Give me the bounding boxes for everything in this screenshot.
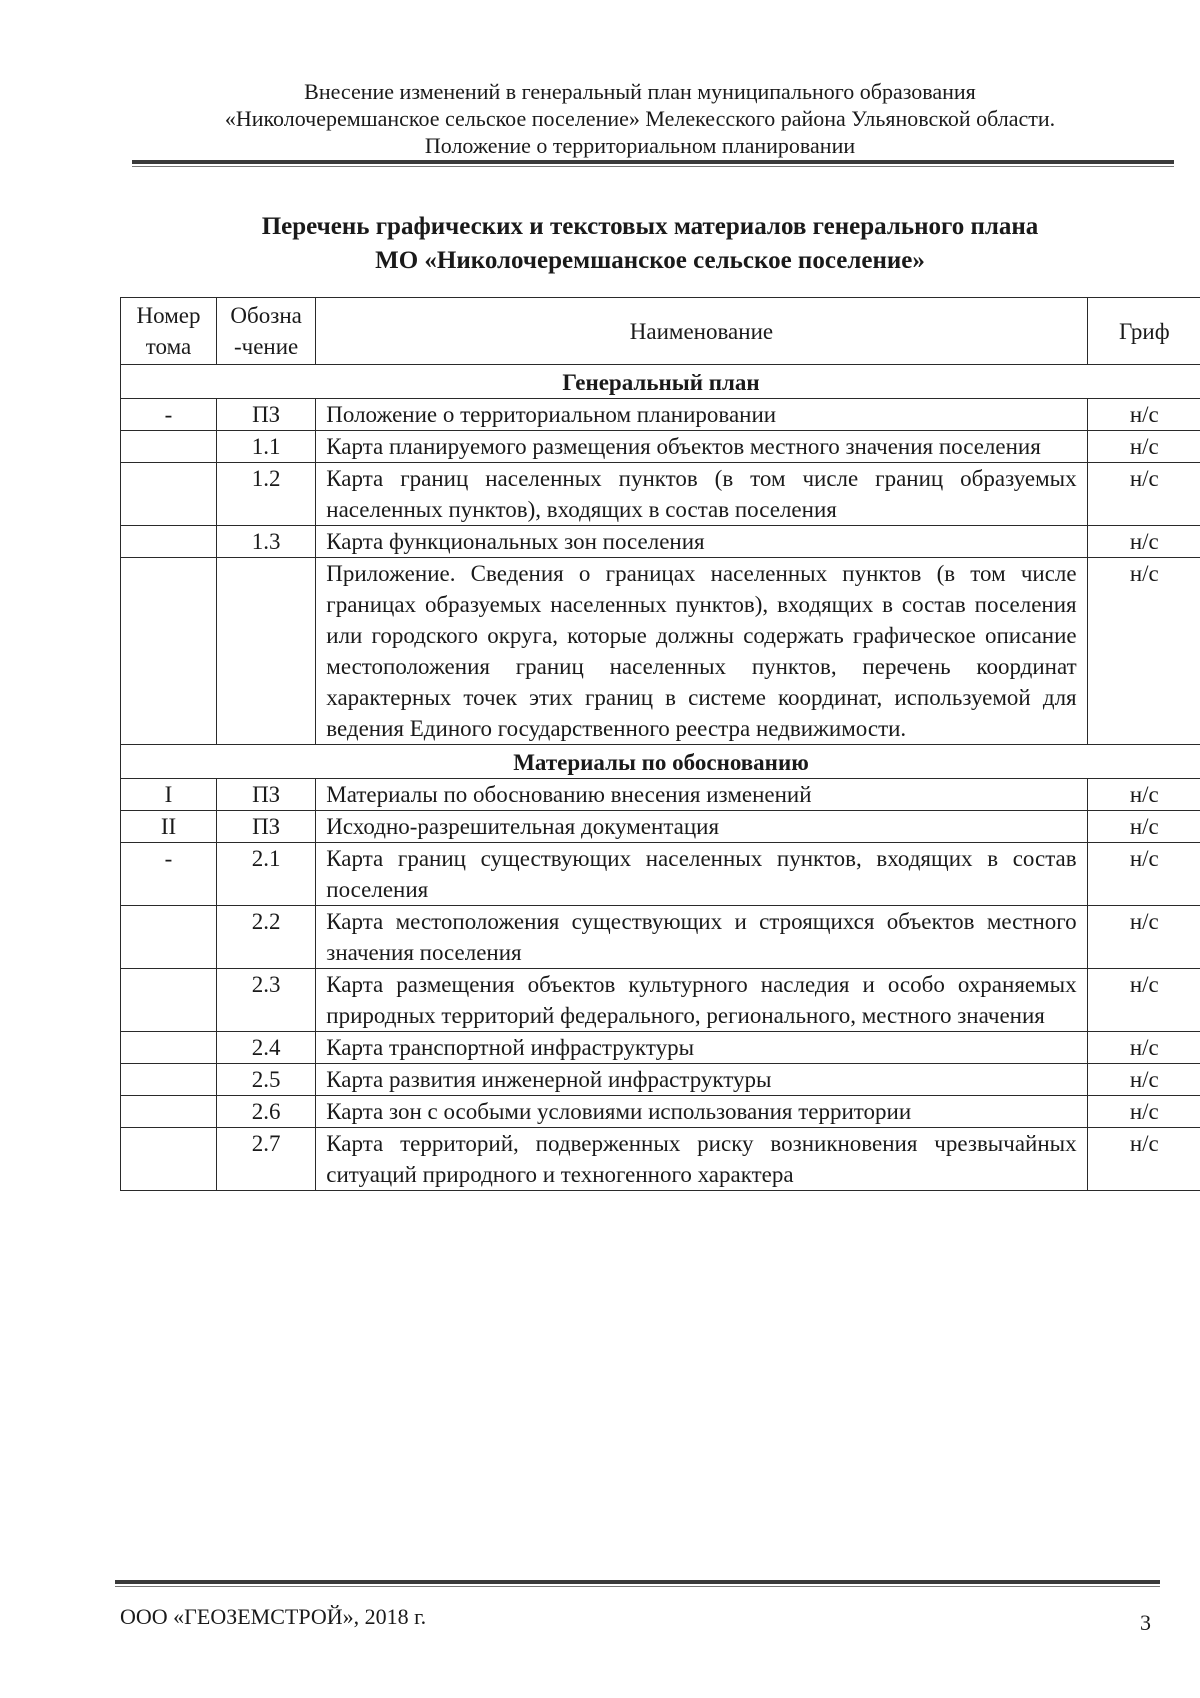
section-title: Материалы по обоснованию (121, 745, 1200, 779)
cell-volume (121, 969, 217, 1032)
column-header-volume: Номер тома (121, 298, 217, 365)
footer-company: ООО «ГЕОЗЕМСТРОЙ», 2018 г. (120, 1604, 427, 1629)
cell-code: 2.1 (217, 843, 316, 906)
cell-grif: н/с (1087, 431, 1200, 463)
section-row-general-plan (121, 365, 1200, 399)
cell-volume (121, 1128, 217, 1191)
table-header-row (121, 298, 1200, 365)
cell-name: Приложение. Сведения о границах населенных пунктов (в том числе границах образуемых населенных пунктов), входящих в состав поселения или городского округа, которые должны содержать графическое описание местоположения границ населенных пунктов, перечень координат характерных точек этих границ в системе координат, используемой для ведения Единого государственного реестра недвижимости. (316, 558, 1087, 745)
page-number: 3 (1140, 1610, 1151, 1635)
cell-volume (121, 431, 217, 463)
cell-code: 2.7 (217, 1128, 316, 1191)
cell-volume: - (121, 843, 217, 906)
cell-grif: н/с (1087, 1128, 1200, 1191)
cell-name: Исходно-разрешительная документация (316, 811, 1087, 843)
table-row (121, 399, 1200, 431)
header-rule (132, 160, 1174, 164)
cell-volume (121, 1096, 217, 1128)
cell-name: Карта транспортной инфраструктуры (316, 1032, 1087, 1064)
cell-grif: н/с (1087, 1064, 1200, 1096)
cell-volume: I (121, 779, 217, 811)
cell-code: 2.6 (217, 1096, 316, 1128)
column-header-name: Наименование (316, 298, 1087, 365)
table-row (121, 779, 1200, 811)
cell-name: Карта планируемого размещения объектов местного значения поселения (316, 431, 1087, 463)
cell-grif: н/с (1087, 399, 1200, 431)
cell-code: 2.3 (217, 969, 316, 1032)
column-header-grif: Гриф (1087, 298, 1200, 365)
footer-rule (115, 1580, 1160, 1584)
cell-grif: н/с (1087, 1032, 1200, 1064)
cell-code: ПЗ (217, 399, 316, 431)
cell-volume: - (121, 399, 217, 431)
cell-volume (121, 463, 217, 526)
cell-name: Карта местоположения существующих и строящихся объектов местного значения поселения (316, 906, 1087, 969)
section-title: Генеральный план (121, 365, 1200, 399)
cell-grif: н/с (1087, 463, 1200, 526)
table-row (121, 558, 1200, 745)
cell-name: Карта размещения объектов культурного наследия и особо охраняемых природных территорий федерального, регионального, местного значения (316, 969, 1087, 1032)
cell-code: 1.3 (217, 526, 316, 558)
table-row (121, 843, 1200, 906)
table-row (121, 811, 1200, 843)
cell-code: 1.1 (217, 431, 316, 463)
header-rule-thin (132, 166, 1174, 167)
cell-name: Карта границ населенных пунктов (в том числе границ образуемых населенных пунктов), входящих в состав поселения (316, 463, 1087, 526)
section-row-justification (121, 745, 1200, 779)
document-title (110, 210, 1190, 278)
table-row (121, 1128, 1200, 1191)
table-row (121, 1096, 1200, 1128)
column-header-code: Обозна -чение (217, 298, 316, 365)
title-line-2: МО «Николочеремшанское сельское поселение» (375, 247, 925, 274)
table-row (121, 1064, 1200, 1096)
footer-rule-thin (115, 1586, 1160, 1587)
cell-code: ПЗ (217, 779, 316, 811)
cell-grif: н/с (1087, 558, 1200, 745)
cell-grif: н/с (1087, 811, 1200, 843)
cell-volume (121, 1032, 217, 1064)
cell-grif: н/с (1087, 526, 1200, 558)
cell-code: 2.2 (217, 906, 316, 969)
cell-name: Карта границ существующих населенных пунктов, входящих в состав поселения (316, 843, 1087, 906)
cell-name: Карта территорий, подверженных риску возникновения чрезвычайных ситуаций природного и техногенного характера (316, 1128, 1087, 1191)
cell-volume (121, 558, 217, 745)
cell-volume (121, 526, 217, 558)
cell-name: Карта зон с особыми условиями использования территории (316, 1096, 1087, 1128)
cell-code (217, 558, 316, 745)
cell-name: Положение о территориальном планировании (316, 399, 1087, 431)
materials-table (120, 297, 1200, 1191)
table-row (121, 969, 1200, 1032)
cell-grif: н/с (1087, 969, 1200, 1032)
cell-grif: н/с (1087, 843, 1200, 906)
cell-volume (121, 1064, 217, 1096)
table-row (121, 431, 1200, 463)
table-row (121, 463, 1200, 526)
cell-code: 1.2 (217, 463, 316, 526)
header-line-1: Внесение изменений в генеральный план муниципального образования (304, 79, 976, 104)
cell-grif: н/с (1087, 1096, 1200, 1128)
cell-grif: н/с (1087, 779, 1200, 811)
table-row (121, 1032, 1200, 1064)
table-row (121, 906, 1200, 969)
cell-volume (121, 906, 217, 969)
cell-code: ПЗ (217, 811, 316, 843)
cell-volume: II (121, 811, 217, 843)
cell-grif: н/с (1087, 906, 1200, 969)
cell-name: Материалы по обоснованию внесения изменений (316, 779, 1087, 811)
cell-name: Карта функциональных зон поселения (316, 526, 1087, 558)
header-line-3: Положение о территориальном планировании (424, 133, 856, 158)
page-header (110, 78, 1170, 159)
title-line-1: Перечень графических и текстовых материалов генерального плана (261, 213, 1039, 240)
header-line-2: «Николочеремшанское сельское поселение» Мелекесского района Ульяновской области. (224, 106, 1056, 131)
table-row (121, 526, 1200, 558)
cell-name: Карта развития инженерной инфраструктуры (316, 1064, 1087, 1096)
cell-code: 2.5 (217, 1064, 316, 1096)
cell-code: 2.4 (217, 1032, 316, 1064)
